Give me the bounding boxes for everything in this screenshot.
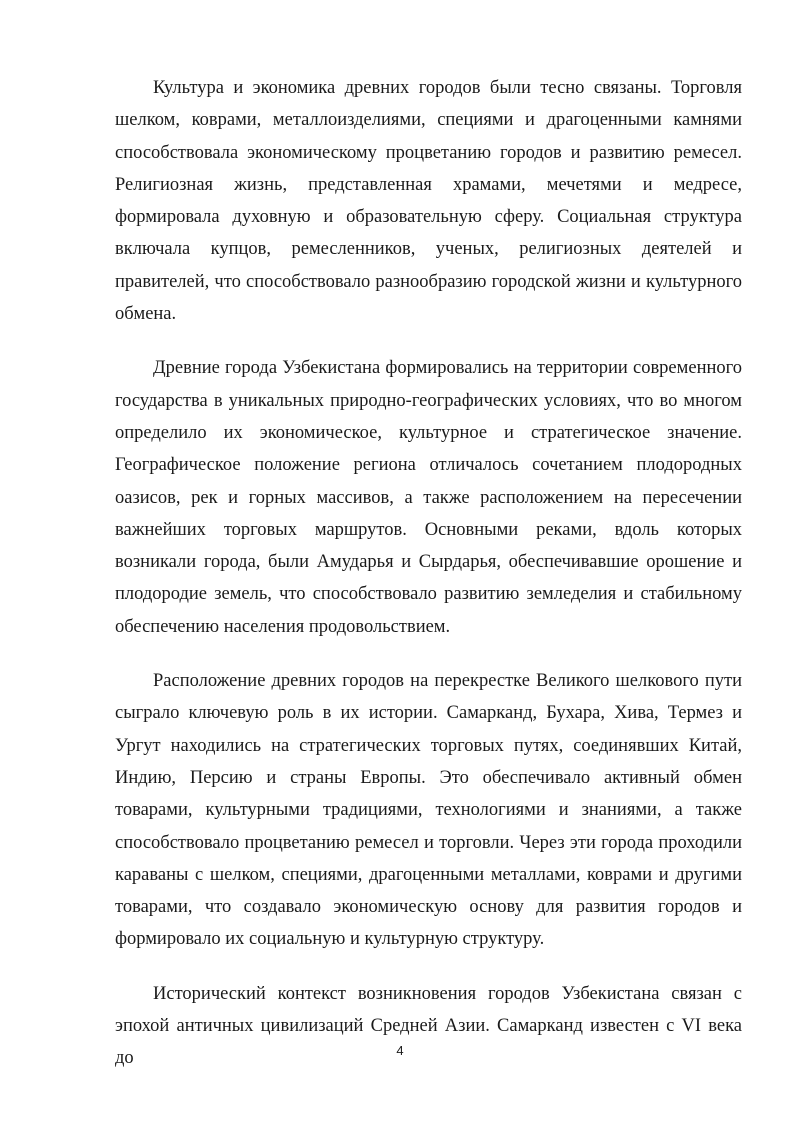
paragraph-geography: Древние города Узбекистана формировались на территории современного государства в уникальных природно-географических условиях, что во многом определило их экономическое, культурное и стратегическое значение. Географическое положение региона отличалось сочетанием плодородных оазисов, рек и горных массивов, а также расположением на пересечении важнейших торговых маршрутов. Основными реками, вдоль которых возникали города, были Амударья и Сырдарья, обеспечивавшие орошение и плодородие земель, что способствовало развитию земледелия и стабильному обеспечению населения продовольствием.: [115, 358, 742, 637]
document-body: [115, 72, 742, 1097]
page-number: 4: [396, 1043, 404, 1058]
paragraph-culture-economy: Культура и экономика древних городов были тесно связаны. Торговля шелком, коврами, металлоизделиями, специями и драгоценными камнями способствовала экономическому процветанию городов и развитию ремесел. Религиозная жизнь, представленная храмами, мечетями и медресе, формировала духовную и образовательную сферу. Социальная структура включала купцов, ремесленников, ученых, религиозных деятелей и правителей, что способствовало разнообразию городской жизни и культурного обмена.: [115, 78, 742, 325]
paragraph-historical-context: Исторический контекст возникновения городов Узбекистана связан с эпохой античных цивилизаций Средней Азии. Самарканд известен с VI века до: [115, 983, 742, 1069]
paragraph-silk-road: Расположение древних городов на перекрестке Великого шелкового пути сыграло ключевую роль в их истории. Самарканд, Бухара, Хива, Термез и Ургут находились на стратегических торговых путях, соединявших Китай, Индию, Персию и страны Европы. Это обеспечивало активный обмен товарами, культурными традициями, технологиями и знаниями, а также способствовало процветанию ремесел и торговли. Через эти города проходили караваны с шелком, специями, драгоценными металлами, коврами и другими товарами, что создавало экономическую основу для развития городов и формировало их социальную и культурную структуру.: [115, 671, 742, 950]
